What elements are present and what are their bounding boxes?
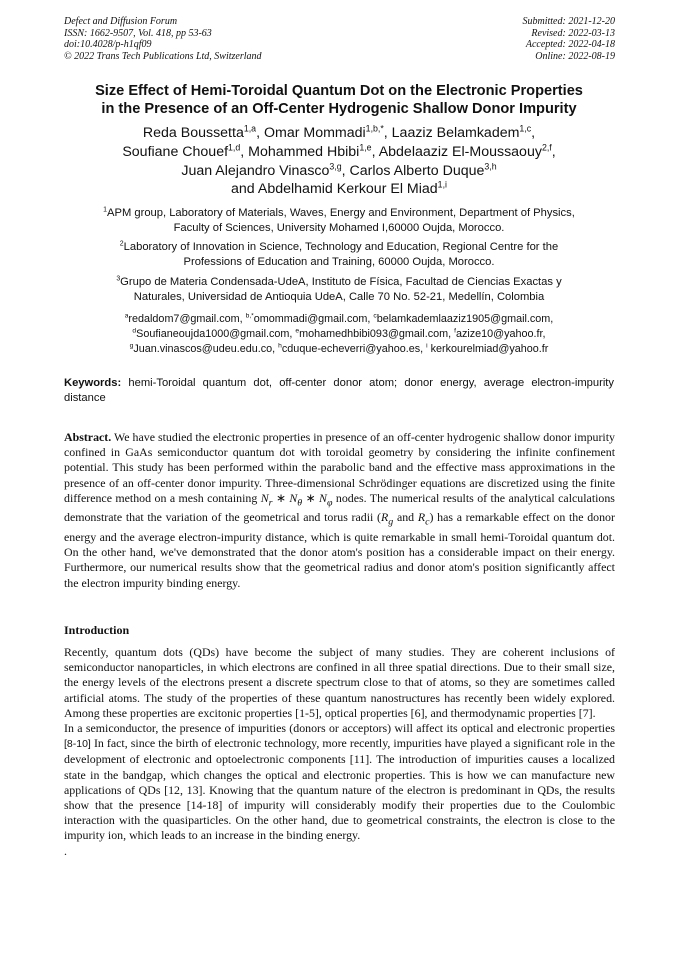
abstract-and: and: [396, 510, 415, 525]
affiliation-line: [40, 206, 638, 221]
math-sub: φ: [326, 497, 333, 509]
math-nphi: [319, 490, 333, 509]
keywords-label: Keywords:: [64, 377, 122, 389]
email-d: Soufianeoujda1000@gmail.com,: [136, 328, 293, 340]
author-name: Abdelhamid Kerkour El Miad: [257, 181, 438, 198]
section-heading-introduction: Introduction: [64, 623, 130, 637]
math-sub: θ: [297, 497, 303, 509]
intro-paragraph-1: Recently, quantum dots (QDs) have become the subject of many studies. They are coherent inclusions of semiconductor nanoparticles, in which electrons are confined in all three spatial directions. Due to their small size, the energy levels of the electrons present a discrete spectrum close to that of atoms, so they are sometimes called artificial atoms. The study of the properties of these quantum nanostructures has recently been widely explored. Among these properties are excitonic properties [1-5], optical properties [6], and thermodynamic properties [7].: [64, 645, 615, 720]
email-e: mohamedhbibi093@gmail.com,: [299, 328, 452, 340]
email-f: azize10@yahoo.fr,: [455, 328, 546, 340]
author-list: [40, 124, 638, 199]
email-sup: a: [124, 312, 129, 320]
affiliation-2: [40, 240, 638, 270]
email-sup: g: [129, 342, 134, 350]
affiliation-line: [40, 240, 638, 255]
author-sup: 1,a: [243, 123, 257, 134]
email-sup: f: [454, 327, 456, 335]
intro-text: In a semiconductor, the presence of impurities (donors or acceptors) will affect its optical and electronic properties: [64, 721, 615, 736]
author-sup: 1,c: [519, 123, 532, 134]
email-sup: d: [132, 327, 137, 335]
author-and: and: [231, 181, 255, 198]
author-name: Omar Mommadi: [263, 125, 366, 141]
title-line-2: in the Presence of an Off-Center Hydrogenic Shallow Donor Impurity: [101, 101, 577, 117]
author-name: Abdelaaziz El-Moussaouy: [378, 143, 542, 160]
author-line-1: Reda Boussetta$^{1,a}$, Omar Mommadi$^{1,b,*}$, Laaziz Belamkadem$^{1,c}$,: [142, 123, 536, 141]
math-op: ∗: [272, 490, 290, 505]
author-sup: 1,i: [437, 179, 447, 190]
intro-citation: [8-10]: [64, 738, 91, 751]
abstract-text-1: We have studied the electronic properties in presence of an off-center hydrogenic shallow donor impurity confined in GaAs semiconductor quantum dot with toroidal geometry by considering the infinite confinement potential. This study has been performed within the parabolic band and the effective mass approximations in the presence of an off-center donor impurity. Three-dimensional Schrödinger equations are discretized using the finite difference method on a mesh containing: [64, 430, 615, 505]
math-rg: [381, 510, 394, 528]
intro-text: In fact, since the birth of electronic technology, more recently, impurities have played a significant role in the development of electronic and optoelectronic components [11]. The introduction of impurities causes a localized state in the bandgap, which changes the optical and electronic properties. This is how we can manufacture new applications of QDs [12, 13]. Knowing that the quantum nature of the electron is predominant in QDs, the results show that the presence [14-18] of impurity will considerably modify their properties due to the Coulombic interaction with the quasiparticles. On the other hand, due to geometrical constraints, the electron is close to the impurity ion, which leads to an increase in the binding energy.: [64, 736, 615, 843]
email-sup: h: [278, 342, 282, 350]
email-line-2: [40, 327, 638, 342]
math-symbol: N: [289, 490, 298, 505]
math-symbol: R: [381, 510, 389, 525]
author-sup: 2,f: [541, 142, 552, 153]
affiliation-text: Laboratory of Innovation in Science, Technology and Education, Regional Centre for the: [123, 241, 559, 253]
keywords: [64, 376, 614, 405]
affiliation-text: APM group, Laboratory of Materials, Waves, Energy and Environment, Department of Physics,: [107, 207, 575, 219]
abstract-text-3: ) has a remarkable effect on the donor energy and the average electron-impurity distance, which is quite remarkable in small hemi-Toroidal quantum dot. On the other hand, we've demonstrated that the donor atom's position has a considerable impact on their energy. Furthermore, our numerical results show that the geometrical radius and donor atom's position significantly affect the electron impurity binding energy.: [64, 510, 615, 590]
email-h: cduque-echeverri@yahoo.es,: [281, 343, 424, 355]
math-sub: g: [388, 516, 394, 528]
affiliation-line: Faculty of Sciences, University Mohamed I,60000 Oujda, Morocco.: [173, 222, 505, 234]
email-sup: e: [295, 327, 300, 335]
author-line-3: Juan Alejandro Vinasco$^{3,g}$, Carlos Alberto Duque$^{3,h}$: [181, 160, 497, 179]
email-sup: c: [373, 312, 377, 320]
keywords-text: hemi-Toroidal quantum dot, off-center donor atom; donor energy, average electron-impurity distance: [64, 377, 615, 404]
affiliation-sup: 3: [116, 275, 121, 283]
date-online: Online: 2022-08-19: [535, 50, 615, 62]
math-symbol: R: [417, 510, 426, 525]
author-sup: 1,b,*: [365, 123, 384, 134]
email-c: belamkademlaaziz1905@gmail.com,: [376, 313, 554, 325]
affiliation-text: Grupo de Materia Condensada-UdeA, Instituto de Física, Facultad de Ciencias Exactas y: [120, 276, 562, 288]
email-sup: b,*: [245, 312, 254, 320]
author-sup: 3,h: [484, 160, 497, 171]
affiliation-line: Naturales, Universidad de Antioquia UdeA, Calle 70 No. 52-21, Medellín, Colombia: [133, 291, 545, 303]
journal-copyright: © 2022 Trans Tech Publications Ltd, Switzerland: [64, 50, 262, 62]
author-name: Reda Boussetta: [142, 125, 244, 141]
author-sup: 1,e: [359, 142, 372, 153]
affiliation-3: [40, 275, 638, 305]
email-i: kerkourelmiad@yahoo.fr: [430, 343, 549, 355]
math-ntheta: [289, 490, 303, 509]
title-line-1: Size Effect of Hemi-Toroidal Quantum Dot on the Electronic Properties: [95, 83, 583, 99]
email-a: redaldom7@gmail.com,: [128, 313, 243, 325]
abstract-text-2: nodes. The numerical results of the analytical calculations demonstrate that the variation of the geometrical and torus radii (: [64, 490, 615, 525]
journal-doi: doi:10.4028/p-h1qf09: [64, 39, 152, 50]
email-list: [40, 312, 638, 357]
affiliation-line: Professions of Education and Training, 60000 Oujda, Morocco.: [183, 256, 495, 268]
math-nr: [260, 490, 273, 509]
email-sup: i: [426, 342, 428, 350]
author-name: Laaziz Belamkadem: [391, 125, 520, 141]
affiliation-sup: 1: [103, 206, 108, 214]
date-revised: Revised: 2022-03-13: [531, 27, 615, 39]
introduction-body: [64, 645, 615, 859]
journal-name: Defect and Diffusion Forum: [64, 16, 178, 27]
math-op: ∗: [302, 490, 320, 505]
abstract-label: Abstract.: [64, 430, 112, 444]
affiliation-sup: 2: [119, 240, 124, 248]
author-name: Soufiane Chouef: [122, 143, 229, 160]
email-g: Juan.vinascos@udeu.edu.co,: [133, 343, 276, 355]
math-sub: c: [425, 516, 430, 528]
author-sup: 3,g: [329, 160, 342, 171]
affiliation-1: [40, 206, 638, 236]
journal-info: [64, 16, 262, 62]
math-symbol: N: [260, 490, 269, 505]
author-line-4: [40, 180, 638, 199]
affiliation-line: [40, 275, 638, 290]
math-symbol: N: [319, 490, 327, 505]
email-line-3: [40, 342, 638, 357]
email-line-1: [40, 312, 638, 327]
author-name: Mohammed Hbibi: [248, 143, 360, 160]
journal-issn: ISSN: 1662-9507, Vol. 418, pp 53-63: [64, 27, 212, 39]
author-line-2: Soufiane Chouef$^{1,d}$, Mohammed Hbibi$^{1,e}$, Abdelaaziz El-Moussaouy$^{2,f}$,: [122, 142, 556, 160]
math-rc: [417, 510, 430, 528]
intro-trailing: .: [64, 843, 67, 858]
intro-paragraph-2: [64, 721, 615, 844]
email-b: omommadi@gmail.com,: [253, 313, 371, 325]
publication-dates: [523, 16, 616, 62]
author-sup: 1,d: [228, 142, 241, 153]
abstract: [64, 430, 615, 591]
author-name: Carlos Alberto Duque: [349, 162, 485, 179]
math-sub: r: [268, 497, 273, 509]
date-accepted: Accepted: 2022-04-18: [525, 39, 615, 50]
author-name: Juan Alejandro Vinasco: [181, 162, 330, 179]
paper-title: [40, 82, 638, 118]
date-submitted: Submitted: 2021-12-20: [522, 16, 615, 27]
